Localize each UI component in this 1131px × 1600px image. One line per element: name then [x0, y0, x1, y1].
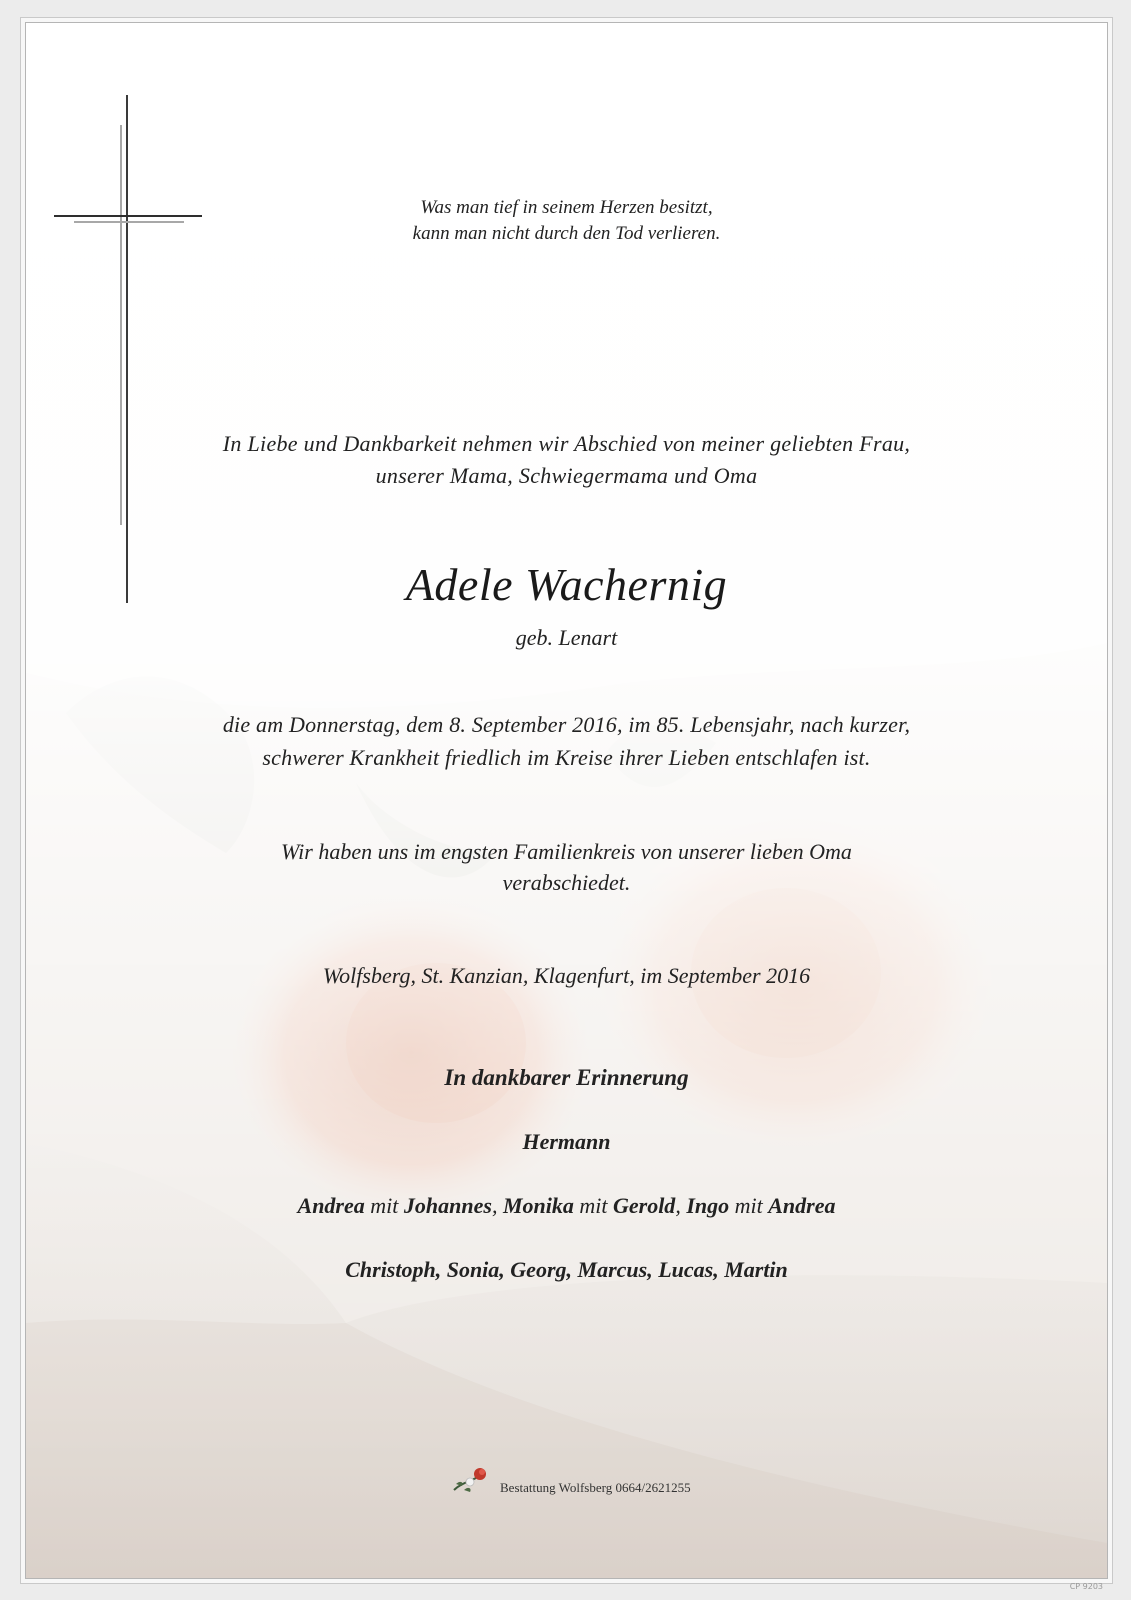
- motto-line-2: kann man nicht durch den Tod verlieren.: [412, 223, 721, 244]
- undertaker-contact: Bestattung Wolfsberg 0664/2621255: [500, 1480, 691, 1495]
- undertaker-footer: [450, 1460, 770, 1500]
- motto-line-1: Was man tief in seinem Herzen besitzt,: [420, 197, 713, 218]
- family-spouse: [26, 1127, 1107, 1157]
- family-children: [26, 1191, 1107, 1221]
- connector-text: mit: [573, 1193, 613, 1218]
- intro-line-1: In Liebe und Dankbarkeit nehmen wir Abschied von meiner geliebten Frau,: [222, 431, 911, 456]
- rose-icon: [450, 1460, 494, 1496]
- deceased-name: Adele Wachernig: [405, 559, 728, 610]
- grandchildren-names: Christoph, Sonia, Georg, Marcus, Lucas, Martin: [345, 1257, 788, 1282]
- farewell-note: [26, 836, 1107, 898]
- death-notice: [26, 708, 1107, 774]
- spouse-name: Hermann: [522, 1129, 611, 1154]
- separator-text: ,: [491, 1193, 503, 1218]
- memory-heading: In dankbarer Erinnerung: [444, 1065, 689, 1090]
- death-line-2: schwerer Krankheit friedlich im Kreise ihrer Lieben entschlafen ist.: [262, 745, 871, 770]
- child-name: Ingo: [686, 1193, 730, 1218]
- connector-text: mit: [729, 1193, 769, 1218]
- cross-icon: [54, 95, 204, 605]
- place-date: Wolfsberg, St. Kanzian, Klagenfurt, im September 2016: [322, 963, 811, 988]
- farewell-line-1: Wir haben uns im engsten Familienkreis von unserer lieben Oma: [281, 839, 852, 864]
- separator-text: ,: [675, 1193, 687, 1218]
- birth-name: geb. Lenart: [515, 625, 618, 650]
- connector-text: mit: [364, 1193, 404, 1218]
- death-line-1: die am Donnerstag, dem 8. September 2016, im 85. Lebensjahr, nach kurzer,: [222, 712, 911, 737]
- partner-name: Andrea: [768, 1193, 836, 1218]
- obituary-card: [25, 22, 1108, 1579]
- child-name: Andrea: [297, 1193, 365, 1218]
- farewell-intro: [26, 428, 1107, 492]
- child-name: Monika: [502, 1193, 574, 1218]
- intro-line-2: unserer Mama, Schwiegermama und Oma: [375, 463, 758, 488]
- motto-quote: [26, 195, 1107, 247]
- template-code: CP 9203: [1069, 1582, 1103, 1591]
- partner-name: Johannes: [403, 1193, 492, 1218]
- farewell-line-2: verabschiedet.: [502, 870, 631, 895]
- family-grandchildren: [26, 1255, 1107, 1285]
- partner-name: Gerold: [612, 1193, 676, 1218]
